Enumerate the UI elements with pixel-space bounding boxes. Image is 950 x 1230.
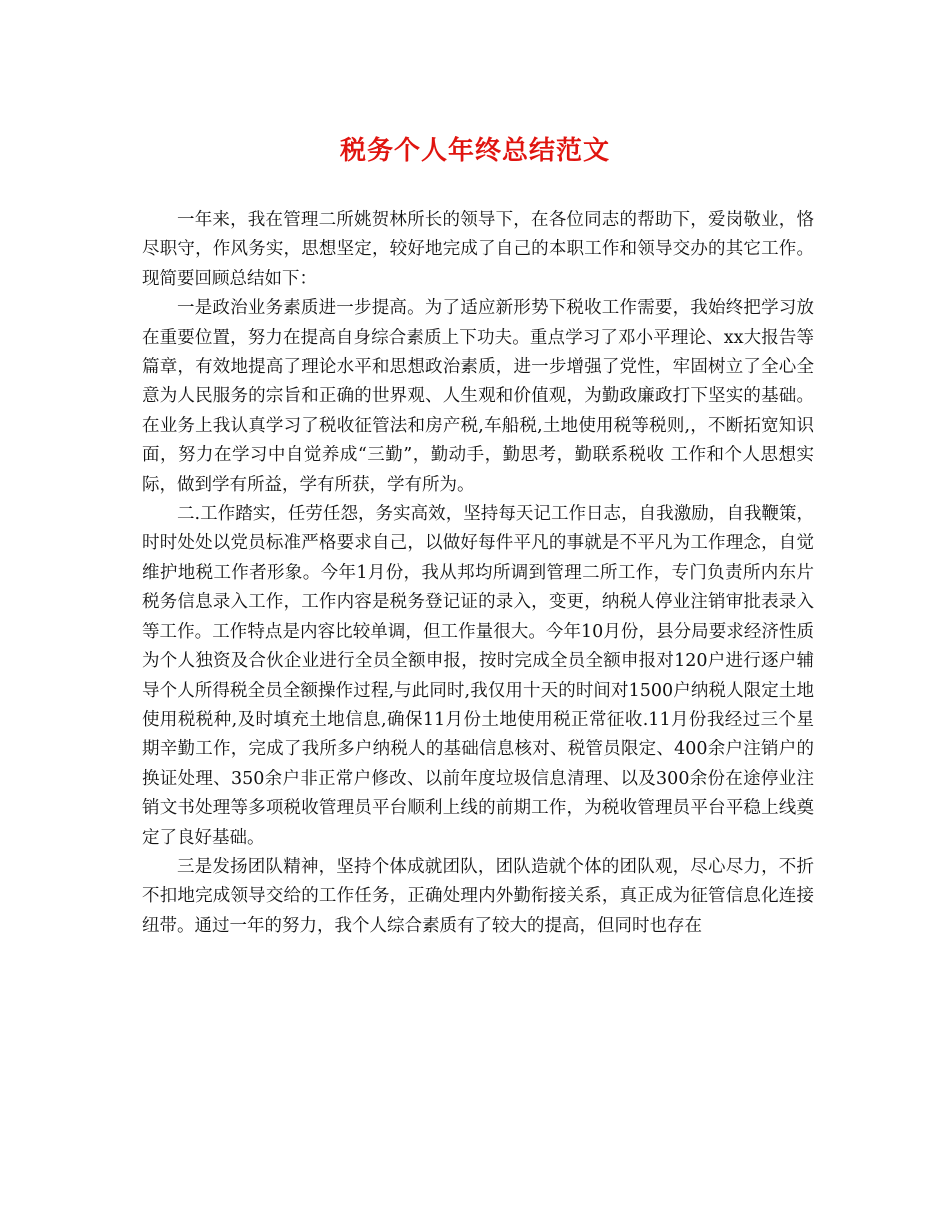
paragraph-intro: 一年来，我在管理二所姚贺林所长的领导下，在各位同志的帮助下，爱岗敬业，恪尽职守，作风务实，思想坚定，较好地完成了自己的本职工作和领导交办的其它工作。现简要回顾总结如下： [142,210,814,289]
document-body [142,206,814,941]
document-title: 税务个人年终总结范文 [339,136,610,166]
paragraph-work-attitude: 二.工作踏实，任劳任怨，务实高效，坚持每天记工作日志，自我激励，自我鞭策，时时处处以党员标准严格要求自己，以做好每件平凡的事就是不平凡为工作理念，自觉维护地税工作者形象。今年1月份，我从邦均所调到管理二所工作，专门负责所内东片税务信息录入工作，工作内容是税务登记证的录入，变更，纳税人停业注销审批表录入等工作。工作特点是内容比较单调，但工作量很大。今年10月份，县分局要求经济性质为个人独资及合伙企业进行全员全额申报，按时完成全员全额申报对120户进行逐户辅导个人所得税全员全额操作过程,与此同时,我仅用十天的时间对1500户纳税人限定土地使用税税种,及时填充土地信息,确保11月份土地使用税正常征收.11月份我经过三个星期辛勤工作，完成了我所多户纳税人的基础信息核对、税管员限定、400余户注销户的换证处理、350余户非正常户修改、以前年度垃圾信息清理、以及300余份在途停业注销文书处理等多项税收管理员平台顺利上线的前期工作，为税收管理员平台平稳上线奠定了良好基础。 [142,504,814,848]
paragraph-political-quality: 一是政治业务素质进一步提高。为了适应新形势下税收工作需要，我始终把学习放在重要位置，努力在提高自身综合素质上下功夫。重点学习了邓小平理论、xx大报告等篇章，有效地提高了理论水平和思想政治素质，进一步增强了党性，牢固树立了全心全意为人民服务的宗旨和正确的世界观、人生观和价值观，为勤政廉政打下坚实的基础。在业务上我认真学习了税收征管法和房产税,车船税,土地使用税等税则,，不断拓宽知识面，努力在学习中自觉养成“三勤”，勤动手，勤思考，勤联系税收 工作和个人思想实际，做到学有所益，学有所获，学有所为。 [142,298,814,495]
paragraph-team-spirit: 三是发扬团队精神，坚持个体成就团队，团队造就个体的团队观，尽心尽力，不折不扣地完成领导交给的工作任务，正确处理内外勤衔接关系，真正成为征管信息化连接纽带。通过一年的努力，我个人综合素质有了较大的提高，但同时也存在 [142,856,814,936]
